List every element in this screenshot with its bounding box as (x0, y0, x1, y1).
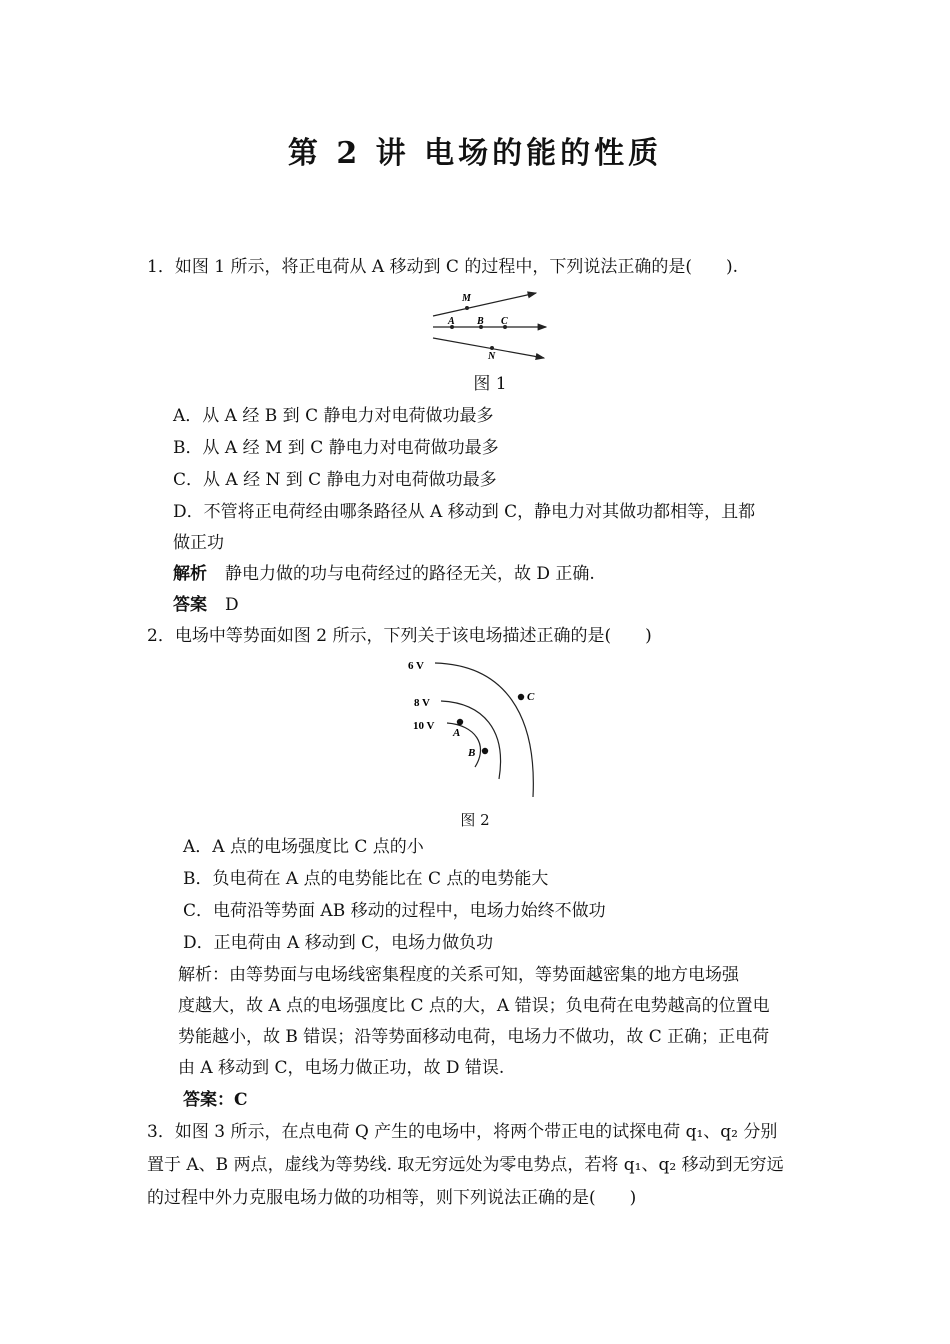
equipotential-8v (441, 701, 501, 779)
label-8v: 8 V (414, 697, 430, 709)
label-m: M (462, 293, 471, 304)
q2-analysis-line-3: 势能越小，故 B 错误；沿等势面移动电荷，电场力不做功，故 C 正确；正电荷 (178, 1027, 770, 1047)
q1-answer-label: 答案 (173, 595, 207, 615)
figure-1 (428, 287, 553, 365)
label-6v: 6 V (408, 660, 424, 672)
figure-1-caption: 图 1 (473, 374, 507, 394)
label-a: A (453, 727, 461, 739)
q2-option-b: B．负电荷在 A 点的电势能比在 C 点的电势能大 (183, 869, 549, 889)
label-c: C (501, 316, 508, 327)
q1-answer (173, 593, 239, 617)
q1-answer-value: D (225, 595, 239, 615)
page-title: 第 2 讲 电场的能的性质 (287, 136, 663, 171)
q2-option-a: A．A 点的电场强度比 C 点的小 (183, 837, 424, 857)
label-10v: 10 V (413, 720, 435, 732)
q2-analysis-line-2: 度越大，故 A 点的电场强度比 C 点的大，A 错误；负电荷在电势越高的位置电 (178, 996, 770, 1016)
figure-2-caption: 图 2 (460, 811, 490, 829)
point-a (457, 719, 463, 725)
point-n (490, 346, 494, 350)
q1-option-a: A．从 A 经 B 到 C 静电力对电荷做功最多 (173, 406, 494, 426)
label-c: C (527, 691, 535, 703)
point-b (482, 748, 488, 754)
q1-analysis-text: 静电力做的功与电荷经过的路径无关，故 D 正确. (225, 564, 595, 584)
q1-option-c: C．从 A 经 N 到 C 静电力对电荷做功最多 (173, 470, 497, 490)
q1-analysis (173, 562, 595, 586)
q2-option-c: C．电荷沿等势面 AB 移动的过程中，电场力始终不做功 (183, 901, 606, 921)
q2-analysis-line-1: 解析：由等势面与电场线密集程度的关系可知，等势面越密集的地方电场强 (178, 965, 739, 985)
label-a: A (448, 316, 455, 327)
q2-analysis-line-4: 由 A 移动到 C，电场力做正功，故 D 错误. (178, 1058, 505, 1078)
q1-analysis-label: 解析 (173, 564, 207, 584)
q1-stem: 1．如图 1 所示，将正电荷从 A 移动到 C 的过程中，下列说法正确的是( ). (147, 257, 739, 277)
q2-option-d: D．正电荷由 A 移动到 C，电场力做负功 (183, 933, 494, 953)
point-c (518, 694, 524, 700)
q2-stem: 2．电场中等势面如图 2 所示，下列关于该电场描述正确的是( ) (147, 626, 652, 646)
q3-stem-line-3: 的过程中外力克服电场力做的功相等，则下列说法正确的是( ) (147, 1188, 637, 1208)
label-b: B (477, 316, 484, 327)
field-line-top (433, 293, 536, 316)
figure-2 (405, 655, 555, 800)
q1-option-d: D．不管将正电荷经由哪条路径从 A 移动到 C，静电力对其做功都相等，且都 (173, 502, 756, 522)
q3-stem-line-2: 置于 A、B 两点，虚线为等势线. 取无穷远处为零电势点，若将 q₁、q₂ 移动到无穷远 (147, 1155, 784, 1175)
point-m (465, 306, 469, 310)
equipotential-6v (435, 663, 533, 797)
label-n: N (488, 351, 496, 362)
q1-option-b: B．从 A 经 M 到 C 静电力对电荷做功最多 (173, 438, 499, 458)
q3-stem-line-1: 3．如图 3 所示，在点电荷 Q 产生的电场中，将两个带正电的试探电荷 q₁、q₂ 分别 (147, 1122, 778, 1142)
label-b: B (468, 747, 476, 759)
q1-option-d-continued: 做正功 (173, 533, 224, 553)
q2-answer: 答案：C (183, 1090, 248, 1110)
